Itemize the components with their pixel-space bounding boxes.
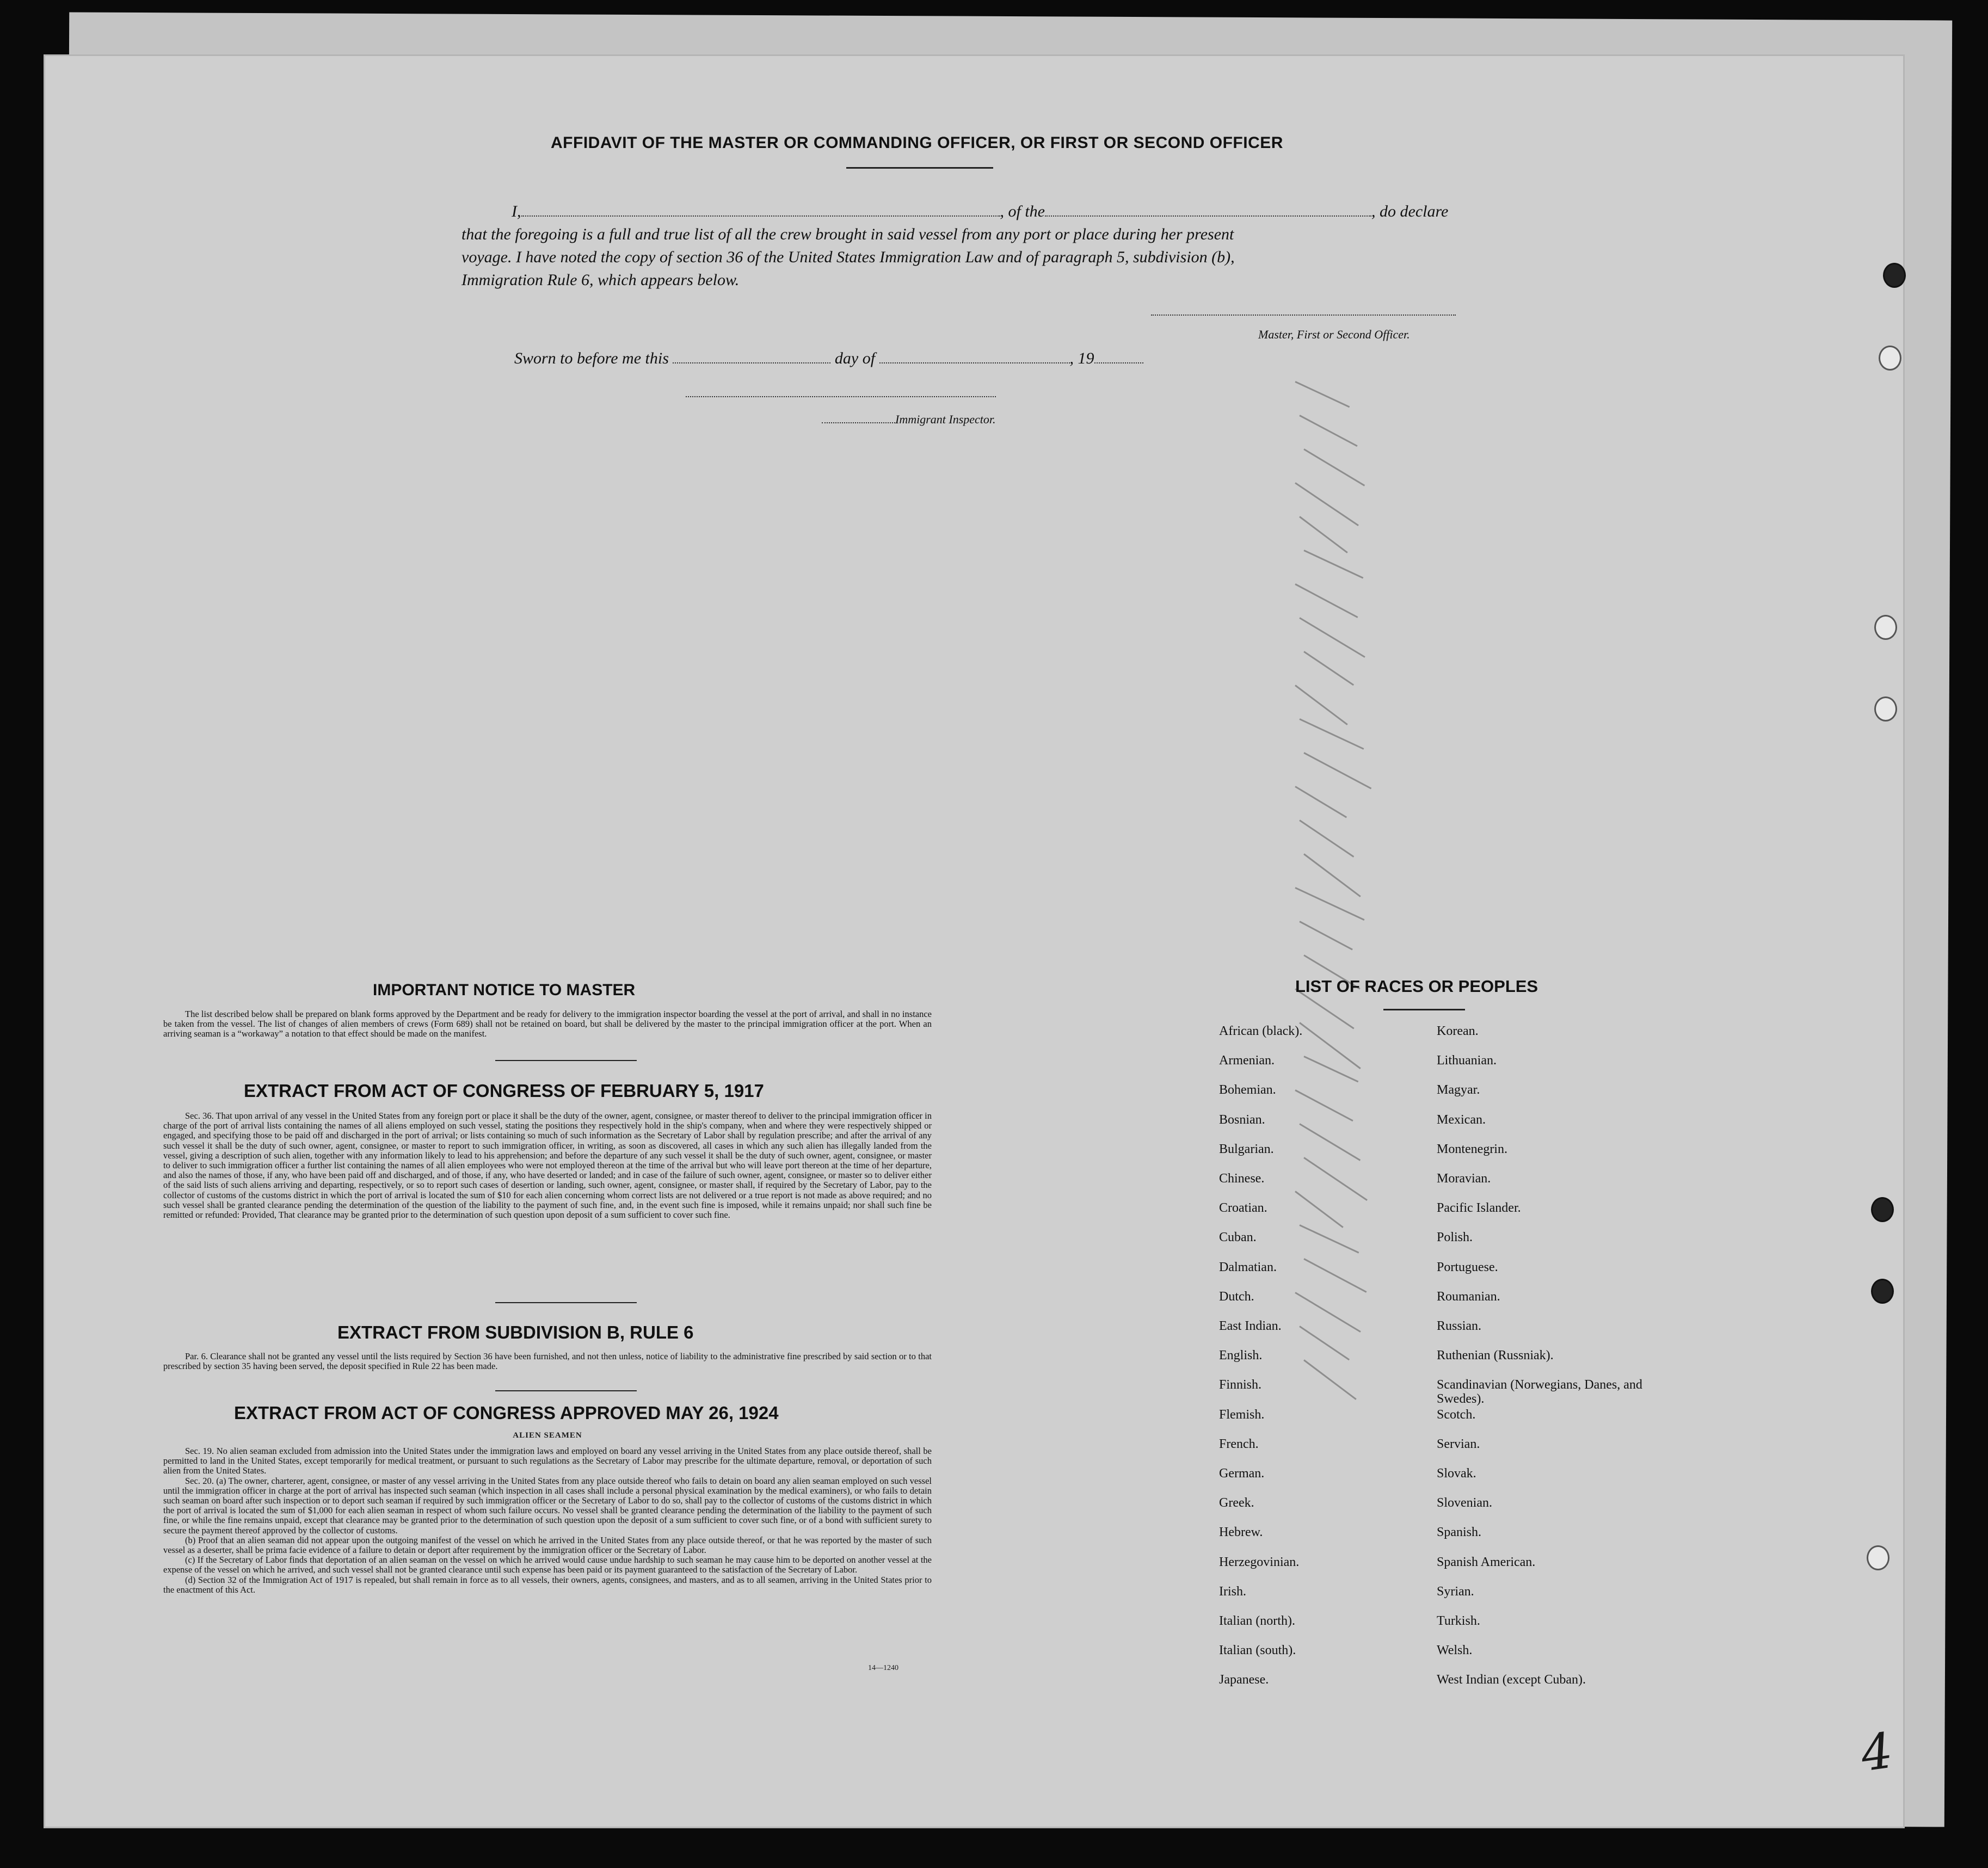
race-item: Moravian. [1437, 1172, 1491, 1186]
extract-rule6-paragraph: Par. 6. Clearance shall not be granted any vessel until the lists required by Section 36 have been furnished, and not then unless, notice of liability to the administrative fine prescribed by said section or to that prescribed by section 35 having been served, the deposit specified in Rule 22 has been made. [163, 1351, 932, 1372]
affidavit-i: I, [512, 202, 521, 220]
race-item: Chinese. [1219, 1172, 1265, 1186]
extract-1924-paragraph: Sec. 20. (a) The owner, charterer, agent, consignee, or master of any vessel arriving in the United States from any place outside thereof who fails to detain on board any alien seaman employed on such vessel until the immigration officer in charge at the port of arrival has inspected such seaman (which inspection in all cases shall include a personal physical examination by the medical examiners), or who fails to detain such seaman on board after such inspection or to deport such seaman if required by such immigration officer or the Secretary of Labor to do so, shall pay to the collector of customs of the customs district in which the port of arrival is located the sum of $1,000 for each alien seaman in respect of whom such failure occurs. No vessel shall be granted clearance pending the determination of the liability to the payment of such fine, or while the fine remains unpaid, except that clearance may be granted prior to the determination of such question upon the deposit of a sum sufficient to cover such fine, or of a bond with sufficient surety to secure the payment thereof approved by the collector of customs. [163, 1475, 932, 1536]
race-item: Japanese. [1219, 1673, 1269, 1687]
race-item: Hebrew. [1219, 1525, 1263, 1540]
extract-1917-paragraph: Sec. 36. That upon arrival of any vessel in the United States from any foreign port or place it shall be the duty of the owner, agent, consignee, or master thereof to deliver to the principal immigration officer in charge of the port of arrival lists containing the names of all aliens employed on such vessel, stating the positions they respectively hold in the ship's company, when and where they were respectively shipped or engaged, and specifying those to be paid off and discharged in the port of arrival; or lists containing so much of such information as the Secretary of Labor shall by regulation prescribe; and after the arrival of any such vessel it shall be the duty of such owner, agent, consignee, or master to report to such immigration officer, in writing, as soon as discovered, all cases in which any such alien has illegally landed from the vessel, giving a description of such alien, together with any information likely to lead to his apprehension; and before the departure of any such vessel it shall be the duty of such owner, agent, consignee, or master to deliver to such immigration officer a further list containing the names of all alien employees who were not employed thereon at the time of the arrival but who will leave port thereon at the time of her departure, and also the names of those, if any, who have been paid off and discharged, and of those, if any, who have deserted or landed; and in case of the failure of such owner, agent, consignee, or master so to deliver either of the said lists of such aliens arriving and departing, respectively, or so to report such cases of desertion or landing, such owner, agent, consignee, or master shall, if required by the Secretary of Labor, pay to the collector of customs of the customs district in which the port of arrival is located the sum of $10 for each alien concerning whom correct lists are not delivered or a true report is not made as above required; and no such vessel shall be granted clearance pending the determination of the question of the liability to the payment of such fine, and, in the event such fine is imposed, while it remains unpaid; nor shall such fine be remitted or refunded: Provided, That clearance may be granted prior to the determination of such question upon deposit of a sum sufficient to cover such fine. [163, 1111, 932, 1220]
notice-paragraph: The list described below shall be prepared on blank forms approved by the Department and be ready for delivery to the immigration inspector boarding the vessel at the port of arrival, and shall in no instance be taken from the vessel. The list of changes of alien members of crews (Form 689) shall not be retained on board, but shall be delivered by the master to the principal immigration officer at the port. When an arriving seaman is a “workaway” a notation to that effect should be made on the manifest. [163, 1009, 932, 1039]
affidavit-line-1 [512, 202, 1448, 221]
race-item: Greek. [1219, 1496, 1254, 1511]
extract-1924-title: EXTRACT FROM ACT OF CONGRESS APPROVED MAY 26, 1924 [234, 1403, 779, 1423]
race-item: Welsh. [1437, 1643, 1473, 1658]
race-item: Croatian. [1219, 1201, 1267, 1216]
year-blank [1094, 362, 1143, 363]
race-item: Portuguese. [1437, 1260, 1498, 1274]
extract-rule6-title: EXTRACT FROM SUBDIVISION B, RULE 6 [337, 1322, 694, 1342]
affidavit-line-2: that the foregoing is a full and true list of all the crew brought in said vessel from any port or place during her present [461, 225, 1234, 243]
day-blank [673, 362, 830, 363]
sworn-year: , 19 [1069, 349, 1094, 367]
race-item: Bulgarian. [1219, 1142, 1274, 1156]
races-underline [1383, 1009, 1465, 1010]
race-item: Slovenian. [1437, 1496, 1492, 1511]
sworn-prefix: Sworn to before me this [514, 349, 669, 367]
race-item: Korean. [1437, 1024, 1479, 1038]
race-item: Armenian. [1219, 1053, 1275, 1068]
title-underline [846, 167, 993, 169]
affidavit-title: AFFIDAVIT OF THE MASTER OR COMMANDING OFFICER, OR FIRST OR SECOND OFFICER [551, 134, 1283, 152]
sworn-day-of: day of [834, 349, 876, 367]
race-item: Magyar. [1437, 1083, 1480, 1098]
race-item: Scandinavian (Norwegians, Danes, and Swedes). [1437, 1378, 1642, 1407]
sworn-line [514, 349, 1143, 368]
affidavit-declare: , do declare [1371, 202, 1449, 220]
race-item: Servian. [1437, 1437, 1480, 1451]
vessel-blank [1045, 215, 1371, 217]
race-item: Bosnian. [1219, 1112, 1265, 1127]
race-item: Turkish. [1437, 1614, 1480, 1628]
extract-1924-paragraph: (b) Proof that an alien seaman did not appear upon the outgoing manifest of the vessel on which he arrived in the United States from any place outside thereof, or that he was reported by the master of such vessel as a deserter, shall be prima facie evidence of a failure to detain or deport after requirement by the immigration officer or the Secretary of Labor. [163, 1534, 932, 1556]
race-item: Montenegrin. [1437, 1142, 1507, 1156]
handwritten-page-number: 4 [1857, 1722, 1897, 1783]
extract-1924-paragraph: (c) If the Secretary of Labor finds that deportation of an alien seaman on the vessel on which he arrived would cause undue hardship to such seaman he may cause him to be deported on another vessel at the expense of the vessel on which he arrived, and such vessel shall not be granted clearance until such expense has been paid or its payment guaranteed to the satisfaction of the Secretary of Labor. [163, 1555, 932, 1575]
notice-title: IMPORTANT NOTICE TO MASTER [373, 981, 636, 999]
race-item: Dutch. [1219, 1289, 1254, 1304]
extract-rule6-body [163, 1352, 932, 1371]
affidavit-of-the: , of the [1000, 202, 1045, 220]
punch-hole [1874, 615, 1897, 640]
inspector-caption: Immigrant Inspector. [895, 412, 996, 426]
notice-body [163, 1009, 932, 1039]
signature-blank [1151, 315, 1456, 316]
race-item: African (black). [1219, 1024, 1303, 1038]
race-item: East Indian. [1219, 1319, 1282, 1333]
punch-hole [1879, 346, 1901, 371]
divider [495, 1060, 637, 1061]
punch-hole [1871, 1279, 1894, 1304]
race-item: Irish. [1219, 1584, 1246, 1599]
race-item: Dalmatian. [1219, 1260, 1277, 1274]
inspector-signature-blank [686, 396, 996, 397]
extract-1924-paragraph: Sec. 19. No alien seaman excluded from admission into the United States under the immigration laws and employed on board any vessel arriving in the United States from any place outside thereof, shall be permitted to land in the United States, except temporarily for medical treatment, or pursuant to such regulations as the Secretary of Labor may prescribe for the ultimate departure, removal, or deportation of such alien from the United States. [163, 1446, 932, 1476]
inspector-line [822, 412, 996, 427]
affidavit-line-4: Immigration Rule 6, which appears below. [461, 271, 740, 289]
race-item: German. [1219, 1466, 1265, 1481]
race-item: French. [1219, 1437, 1259, 1451]
race-item: Ruthenian (Russniak). [1437, 1348, 1554, 1363]
race-item: Bohemian. [1219, 1083, 1276, 1098]
race-item: West Indian (except Cuban). [1437, 1673, 1586, 1687]
divider [495, 1302, 637, 1303]
race-item: Lithuanian. [1437, 1053, 1497, 1068]
inspector-dots [822, 422, 895, 423]
race-item: Spanish. [1437, 1525, 1482, 1540]
signature-caption: Master, First or Second Officer. [1258, 328, 1410, 341]
races-title: LIST OF RACES OR PEOPLES [1295, 977, 1538, 996]
race-item: Polish. [1437, 1230, 1473, 1245]
race-item: Syrian. [1437, 1584, 1474, 1599]
extract-1917-title: EXTRACT FROM ACT OF CONGRESS OF FEBRUARY 5, 1917 [244, 1081, 764, 1101]
race-item: Spanish American. [1437, 1555, 1536, 1569]
race-item: Russian. [1437, 1319, 1482, 1333]
race-item: English. [1219, 1348, 1263, 1363]
extract-1924-subtitle: ALIEN SEAMEN [513, 1431, 582, 1440]
month-blank [879, 362, 1070, 363]
extract-1924-body [163, 1446, 932, 1595]
race-item: Pacific Islander. [1437, 1201, 1521, 1216]
race-item: Cuban. [1219, 1230, 1257, 1245]
race-item: Slovak. [1437, 1466, 1476, 1481]
extract-1917-body [163, 1111, 932, 1220]
punch-hole [1871, 1197, 1894, 1222]
form-number: 14—1240 [868, 1664, 898, 1672]
punch-hole [1874, 696, 1897, 722]
race-item: Scotch. [1437, 1407, 1476, 1422]
punch-hole [1867, 1545, 1889, 1570]
divider [495, 1390, 637, 1391]
extract-1924-paragraph: (d) Section 32 of the Immigration Act of 1917 is repealed, but shall remain in force as to all vessels, their owners, agents, consignees, and masters, and as to all seamen, arriving in the United States prior to the enactment of this Act. [163, 1574, 932, 1595]
race-item: Roumanian. [1437, 1289, 1500, 1304]
affidavit-line-3: voyage. I have noted the copy of section 36 of the United States Immigration Law and of paragraph 5, subdivision (b), [461, 248, 1235, 266]
race-item: Mexican. [1437, 1112, 1486, 1127]
race-item: Italian (north). [1219, 1614, 1295, 1628]
race-item: Flemish. [1219, 1407, 1265, 1422]
race-item: Italian (south). [1219, 1643, 1296, 1658]
race-item: Herzegovinian. [1219, 1555, 1300, 1569]
name-blank [521, 215, 1000, 217]
race-item: Finnish. [1219, 1378, 1262, 1392]
punch-hole [1883, 263, 1906, 288]
